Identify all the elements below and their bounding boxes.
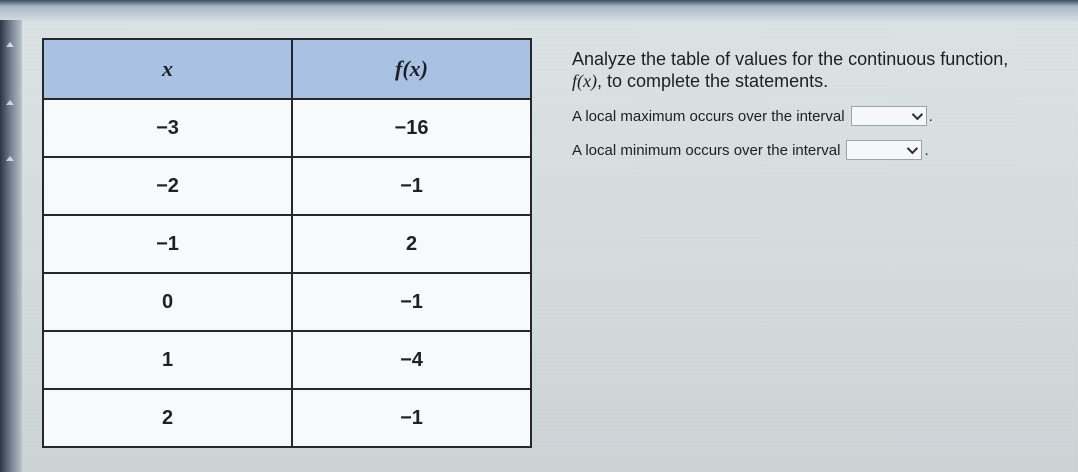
window-top-strip	[0, 0, 1078, 22]
fx-cell: 2	[292, 215, 531, 273]
x-cell: 1	[43, 331, 292, 389]
values-table	[42, 38, 532, 448]
instructions-line-2: , to complete the statements.	[596, 71, 829, 91]
table-row	[43, 157, 531, 215]
table-row	[43, 273, 531, 331]
x-cell: −3	[43, 99, 292, 157]
table-row	[43, 389, 531, 447]
table-row	[43, 99, 531, 157]
x-cell: 2	[43, 389, 292, 447]
x-cell: 0	[43, 273, 292, 331]
sentence-period: .	[928, 107, 933, 125]
function-name: f(x)	[572, 71, 597, 91]
instructions-text	[572, 48, 1072, 92]
local-minimum-dropdown[interactable]	[846, 140, 922, 160]
window-left-edge	[0, 20, 22, 472]
fx-cell: −16	[292, 99, 531, 157]
table-row	[43, 331, 531, 389]
x-cell: −2	[43, 157, 292, 215]
fx-cell: −1	[292, 389, 531, 447]
local-minimum-label: A local minimum occurs over the interval	[572, 141, 841, 159]
fx-cell: −1	[292, 157, 531, 215]
local-maximum-statement	[572, 106, 933, 126]
fx-cell: −4	[292, 331, 531, 389]
x-column-header: x	[43, 39, 292, 99]
edge-marker-icon	[6, 100, 14, 105]
table-header-row	[43, 39, 531, 99]
instructions-line-1: Analyze the table of values for the continuous function,	[572, 49, 1009, 69]
local-maximum-label: A local maximum occurs over the interval	[572, 107, 845, 125]
sentence-period: .	[924, 141, 929, 159]
fx-cell: −1	[292, 273, 531, 331]
fx-column-header: f(x)	[292, 39, 531, 99]
edge-marker-icon	[6, 156, 14, 161]
edge-marker-icon	[6, 42, 14, 47]
x-cell: −1	[43, 215, 292, 273]
chevron-down-icon	[911, 109, 922, 120]
chevron-down-icon	[907, 143, 918, 154]
local-minimum-statement	[572, 140, 929, 160]
local-maximum-dropdown[interactable]	[851, 106, 927, 126]
table-row	[43, 215, 531, 273]
